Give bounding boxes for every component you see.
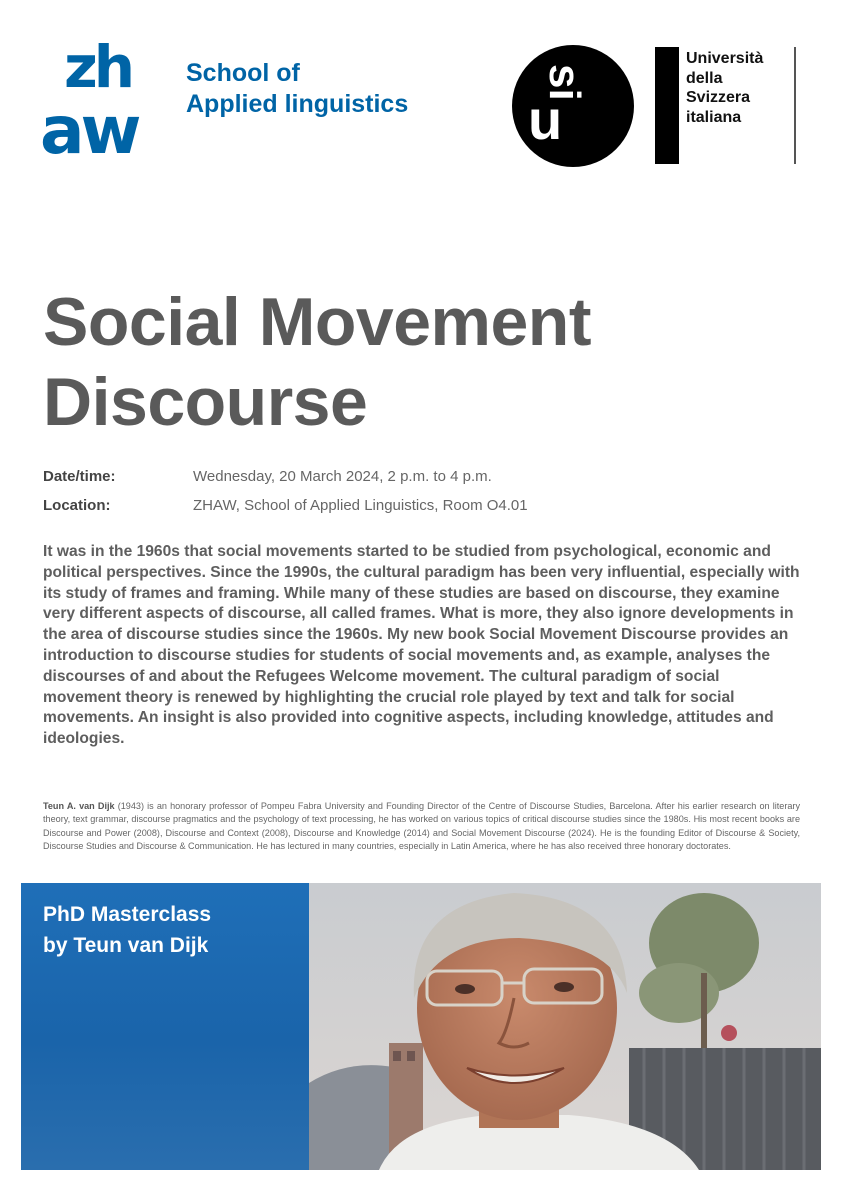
page-title-line2: Discourse	[43, 364, 368, 440]
speaker-name: Teun A. van Dijk	[43, 801, 115, 811]
info-row-location	[43, 491, 528, 520]
banner-title-line2: by Teun van Dijk	[43, 934, 209, 957]
usi-name-line2: della	[686, 69, 723, 87]
usi-divider	[794, 47, 796, 164]
speaker-photo-illustration	[309, 883, 821, 1170]
usi-name-line4: italiana	[686, 108, 742, 126]
school-name	[186, 58, 408, 120]
banner-title-line1: PhD Masterclass	[43, 903, 212, 926]
event-info	[43, 462, 528, 520]
location-label: Location:	[43, 497, 111, 514]
school-name-line2: Applied linguistics	[186, 90, 409, 118]
usi-name	[686, 49, 763, 127]
datetime-value: Wednesday, 20 March 2024, 2 p.m. to 4 p.m.	[193, 468, 492, 485]
usi-name-line1: Università	[686, 50, 764, 67]
speaker-photo	[309, 883, 821, 1170]
banner-title	[43, 899, 211, 961]
datetime-label: Date/time:	[43, 468, 116, 485]
usi-logo-bar	[655, 47, 679, 164]
info-row-datetime	[43, 462, 528, 491]
usi-name-line3: Svizzera	[686, 89, 751, 106]
page-title	[43, 282, 591, 442]
usi-logo-u: u	[528, 88, 563, 151]
zhaw-logo-line2: aw	[40, 92, 138, 169]
zhaw-logo	[40, 33, 166, 172]
location-value: ZHAW, School of Applied Linguistics, Room O4.01	[193, 497, 528, 514]
page-title-line1: Social Movement	[43, 284, 591, 360]
speaker-bio	[43, 800, 800, 854]
usi-logo-si: si	[540, 64, 589, 101]
zhaw-logo-line1: zh	[64, 33, 132, 101]
abstract-text: It was in the 1960s that social movements started to be studied from psychological, economic and political perspectives. Since the 1990s, the cultural paradigm has been very influential, especially with its study of frames and framing. While many of these studies are based on discourse, they examine very different aspects of discourse, all called frames. What is more, they also ignore developments in the area of discourse studies since the 1960s. My new book Social Movement Discourse provides an introduction to discourse studies for students of social movements and, as example, analyses the discourses of and about the Refugees Welcome movement. The cultural paradigm of social movement theory is renewed by highlighting the crucial role played by text and talk for social movements. An insight is also provided into cognitive aspects, including knowledge, attitudes and ideologies.	[43, 543, 800, 748]
school-name-line1: School of	[186, 59, 300, 87]
speaker-bio-text: (1943) is an honorary professor of Pompeu Fabra University and Founding Director of the Centre of Discourse Studies, Barcelona. After his earlier research on literary theory, text grammar, discourse pragmatics and the psychology of text processing, he has worked on various topics of critical discourse studies since the 1980s. His most recent books are Discourse and Power (2008), Discourse and Context (2008), Discourse and Knowledge (2014) and Social Movement Discourse (2024). He is the founding Editor of Discourse & Society, Discourse Studies and Discourse & Communication. He has lectured in many countries, especially in Latin America, where he has also received three honorary doctorates.	[43, 801, 800, 852]
